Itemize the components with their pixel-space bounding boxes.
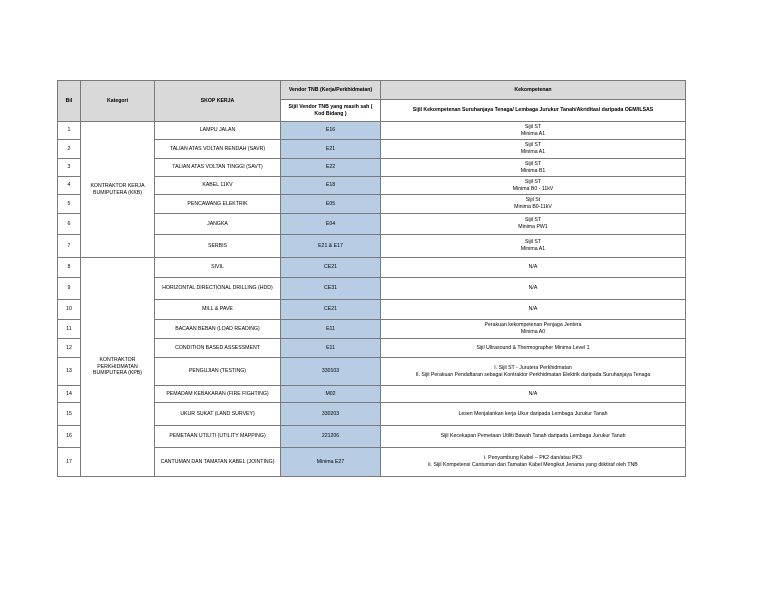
skop-cell: CANTUMAN DAN TAMATAN KABEL (JOINTING) [155, 448, 281, 477]
bil-cell: 4 [58, 177, 81, 195]
kod-bidang-cell: E21 & E17 [281, 235, 381, 258]
kompetensi-line: ii. Sijil Kompetensi Cantuman dan Tamatan Kabel Mengikut Jenama yang diiktiraf oleh TNB [428, 462, 638, 468]
skop-cell: SIVIL [155, 258, 281, 278]
kompetensi-line: Sijil Ultrasound & Thermographer Minima Level 1 [476, 344, 590, 351]
komp-5 [381, 214, 686, 235]
category-kkb: KONTRAKTOR KERJA BUMIPUTERA (KKB) [81, 122, 155, 258]
komp-6 [381, 235, 686, 258]
kod-bidang-cell: E11 [281, 320, 381, 339]
bil-cell: 17 [58, 448, 81, 477]
komp-11 [381, 339, 686, 358]
header-vendor-sub: Sijil Vendor TNB yang masih sah ( Kod Bidang ) [281, 100, 381, 122]
kod-bidang-cell: E04 [281, 214, 381, 235]
kompetensi-line: N/A [528, 285, 538, 292]
kompetensi-line: Sijil ST [524, 217, 542, 224]
kompetensi-line: Sijil Kecekapan Pemetaan Utiliti Bawah Tanah daripada Lembaga Jurukur Tanah [440, 433, 626, 440]
table-body [58, 122, 686, 477]
kod-bidang-cell: E18 [281, 177, 381, 195]
kompetensi-line: Sijil ST [524, 239, 542, 246]
kod-bidang-cell: M02 [281, 386, 381, 403]
skop-cell: SERBIS [155, 235, 281, 258]
komp-4 [381, 195, 686, 214]
komp-16 [381, 448, 686, 477]
komp-14 [381, 403, 686, 426]
kompetensi-line: Minima A1 [520, 130, 546, 137]
kod-bidang-cell: CE21 [281, 258, 381, 278]
header-kompetensi-sub: Sijil Kekompetenan Suruhanjaya Tenaga/ Lembaga Jurukur Tanah/Akriditasi daripada OEM/ILSAS [381, 100, 686, 122]
komp-12 [381, 358, 686, 386]
kod-bidang-cell: 330103 [281, 358, 381, 386]
bil-cell: 12 [58, 339, 81, 358]
bil-cell: 15 [58, 403, 81, 426]
table-row [58, 258, 686, 278]
komp-7 [381, 258, 686, 278]
skop-cell: BACAAN BEBAN (LOAD READING) [155, 320, 281, 339]
header-kategori: Kategori [81, 81, 155, 122]
kompetensi-line: Sijil St [525, 197, 541, 204]
kod-bidang-cell: E16 [281, 122, 381, 140]
header-kompetensi: Kekompetenan [381, 81, 686, 100]
kompetensi-line: II. Sijil Perakuan Pendaftaran sebagai Kontraktor Perkhidmatan Elektrik daripada Suruhanjaya Tenaga [415, 371, 651, 378]
bil-cell: 7 [58, 235, 81, 258]
skop-cell: TALIAN ATAS VOLTAN TINGGI (SAVT) [155, 159, 281, 177]
skop-cell: PENCAWANG ELEKTRIK [155, 195, 281, 214]
bil-cell: 11 [58, 320, 81, 339]
skop-cell: HORIZONTAL DIRECTIONAL DRILLING (HDD) [155, 278, 281, 300]
kompetensi-line: Minima B0 - 11kV [512, 185, 554, 192]
kompetensi-line: i. Penyambung Kabel – PK2 dan/atau PK3 [484, 455, 582, 462]
kod-bidang-cell: E21 [281, 140, 381, 159]
skop-cell: PEMETAAN UTILITI (UTILITY MAPPING) [155, 426, 281, 448]
kompetensi-line: N/A [528, 306, 538, 313]
kompetensi-line: Minima B1 [520, 167, 546, 174]
kompetensi-line: Minima PW1 [518, 224, 548, 230]
bil-cell: 8 [58, 258, 81, 278]
komp-9 [381, 300, 686, 320]
kod-bidang-cell: CE21 [281, 300, 381, 320]
kod-bidang-cell: E11 [281, 339, 381, 358]
kompetensi-line: I. Sijil ST - Jurutera Perkhidmatan [494, 364, 572, 371]
kod-bidang-cell: 221206 [281, 426, 381, 448]
skop-cell: UKUR SUKAT (LAND SURVEY) [155, 403, 281, 426]
komp-3 [381, 177, 686, 195]
skop-cell: CONDITION BASED ASSESSMENT [155, 339, 281, 358]
kompetensi-line: Sijil ST [524, 142, 542, 149]
kompetensi-line: N/A [528, 264, 538, 271]
kod-bidang-cell: Minima E27 [281, 448, 381, 477]
komp-0 [381, 122, 686, 140]
header-bil: Bil [58, 81, 81, 122]
bil-cell: 13 [58, 358, 81, 386]
header-skop: SKOP KERJA [155, 81, 281, 122]
komp-1 [381, 140, 686, 159]
skop-cell: PENGUJIAN (TESTING) [155, 358, 281, 386]
skop-cell: JANGKA [155, 214, 281, 235]
kompetensi-line: Sijil ST [524, 123, 542, 130]
kompetensi-line: Minima A1 [520, 246, 546, 252]
bil-cell: 16 [58, 426, 81, 448]
kompetensi-line: Sijil ST [524, 178, 542, 185]
category-kpb: KONTRAKTOR PERKHIDMATAN BUMIPUTERA (KPB) [81, 258, 155, 477]
komp-13 [381, 386, 686, 403]
bil-cell: 9 [58, 278, 81, 300]
skop-cell: MILL & PAVE [155, 300, 281, 320]
komp-10 [381, 320, 686, 339]
skop-cell: KABEL 11KV [155, 177, 281, 195]
header-vendor: Vendor TNB (Kerja/Perkhidmatan) [281, 81, 381, 100]
komp-8 [381, 278, 686, 300]
kompetensi-line: Minima B0-11kV [514, 204, 552, 210]
competency-table [57, 80, 686, 477]
kompetensi-line: Minima A0 [520, 329, 546, 335]
kompetensi-line: N/A [528, 390, 538, 397]
kompetensi-line: Perakuan kekompetenan Penjaga Jentera [484, 322, 582, 329]
kompetensi-line: Minima A1 [520, 149, 546, 155]
bil-cell: 1 [58, 122, 81, 140]
bil-cell: 3 [58, 159, 81, 177]
kompetensi-line: Lesen Menjalankan kerja Ukur daripada Lembaga Jurukur Tanah [458, 410, 608, 417]
kod-bidang-cell: 330203 [281, 403, 381, 426]
table-row [58, 122, 686, 140]
bil-cell: 10 [58, 300, 81, 320]
komp-2 [381, 159, 686, 177]
kod-bidang-cell: CE31 [281, 278, 381, 300]
kod-bidang-cell: E22 [281, 159, 381, 177]
kompetensi-line: Sijil ST [524, 160, 542, 167]
bil-cell: 6 [58, 214, 81, 235]
komp-15 [381, 426, 686, 448]
bil-cell: 14 [58, 386, 81, 403]
skop-cell: TALIAN ATAS VOLTAN RENDAH (SAVR) [155, 140, 281, 159]
kod-bidang-cell: E05 [281, 195, 381, 214]
skop-cell: LAMPU JALAN [155, 122, 281, 140]
skop-cell: PEMADAM KEBAKARAN (FIRE FIGHTING) [155, 386, 281, 403]
bil-cell: 5 [58, 195, 81, 214]
bil-cell: 2 [58, 140, 81, 159]
